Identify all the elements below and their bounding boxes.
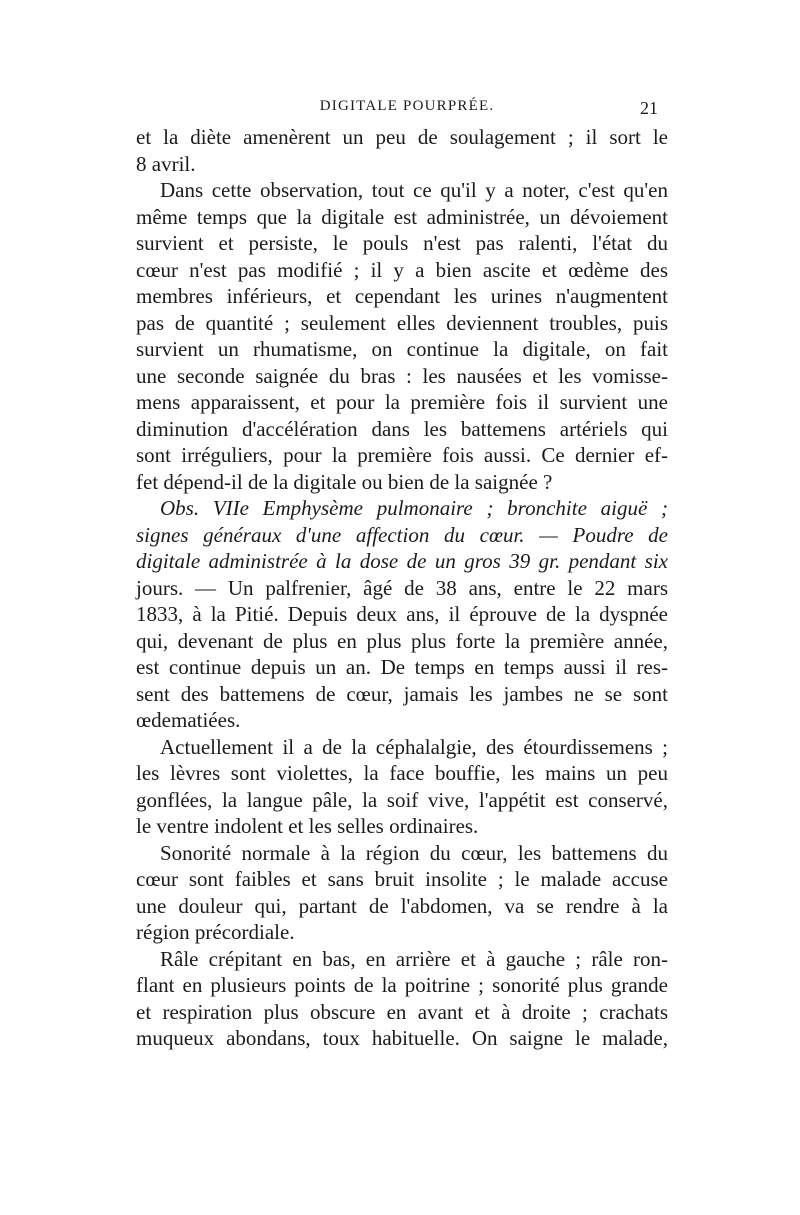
text-line: digitale administrée à la dose de un gros 39 gr. pendant six <box>136 549 668 573</box>
text-line: muqueux abondans, toux habituelle. On saigne le malade, <box>136 1026 668 1050</box>
text-line: cœur n'est pas modifié ; il y a bien ascite et œdème des <box>136 257 668 282</box>
text-line: sent des battemens de cœur, jamais les jambes ne se sont <box>136 681 668 706</box>
text-line: jours. — Un palfrenier, âgé de 38 ans, entre le 22 mars <box>136 575 668 600</box>
text-line: même temps que la digitale est administrée, un dévoiement <box>136 204 668 229</box>
text-line: flant en plusieurs points de la poitrine ; sonorité plus grande <box>136 973 668 997</box>
page-number: 21 <box>640 98 658 118</box>
text-line: œdematiées. <box>136 708 241 732</box>
body-text <box>136 124 668 1052</box>
text-line: 1833, à la Pitié. Depuis deux ans, il éprouve de la dyspnée <box>136 602 668 626</box>
text-line: gonflées, la langue pâle, la soif vive, l'appétit est conservé, <box>136 787 668 812</box>
text-line: fet dépend-il de la digitale ou bien de la saignée ? <box>136 469 553 494</box>
text-line: région précordiale. <box>136 920 295 944</box>
text-line: Sonorité normale à la région du cœur, les battemens du <box>160 840 668 865</box>
text-line: est continue depuis un an. De temps en temps aussi il res- <box>136 655 668 679</box>
text-line: sont irréguliers, pour la première fois aussi. Ce dernier ef- <box>136 443 668 467</box>
text-line: survient un rhumatisme, on continue la digitale, on fait <box>136 337 668 361</box>
text-line: et la diète amenèrent un peu de soulagement ; il sort le <box>136 125 668 149</box>
text-line: qui, devenant de plus en plus plus forte la première année, <box>136 628 668 653</box>
text-line: pas de quantité ; seulement elles deviennent troubles, puis <box>136 310 668 335</box>
running-head <box>136 98 668 124</box>
running-title: DIGITALE POURPRÉE. <box>319 98 495 114</box>
text-line: et respiration plus obscure en avant et à droite ; crachats <box>136 999 668 1024</box>
text-line: membres inférieurs, et cependant les urines n'augmentent <box>136 284 668 308</box>
text-line: signes généraux d'une affection du cœur. — Poudre de <box>136 522 668 547</box>
text-line: une seconde saignée du bras : les nausées et les vomisse- <box>136 363 668 388</box>
text-line: survient et persiste, le pouls n'est pas ralenti, l'état du <box>136 231 668 255</box>
text-line: les lèvres sont violettes, la face bouffie, les mains un peu <box>136 761 668 785</box>
text-line: le ventre indolent et les selles ordinaires. <box>136 814 479 838</box>
text-line: mens apparaissent, et pour la première fois il survient une <box>136 390 668 414</box>
text-line: Dans cette observation, tout ce qu'il y a noter, c'est qu'en <box>160 178 668 202</box>
text-line: cœur sont faibles et sans bruit insolite ; le malade accuse <box>136 867 668 891</box>
text-line: diminution d'accélération dans les battemens artériels qui <box>136 416 668 441</box>
text-line: Actuellement il a de la céphalalgie, des étourdissemens ; <box>160 734 668 759</box>
text-line: Râle crépitant en bas, en arrière et à gauche ; râle ron- <box>160 946 668 971</box>
text-line: une douleur qui, partant de l'abdomen, va se rendre à la <box>136 893 668 918</box>
text-line: Obs. VIIe Emphysème pulmonaire ; bronchite aiguë ; <box>160 496 668 520</box>
text-line: 8 avril. <box>136 151 196 176</box>
